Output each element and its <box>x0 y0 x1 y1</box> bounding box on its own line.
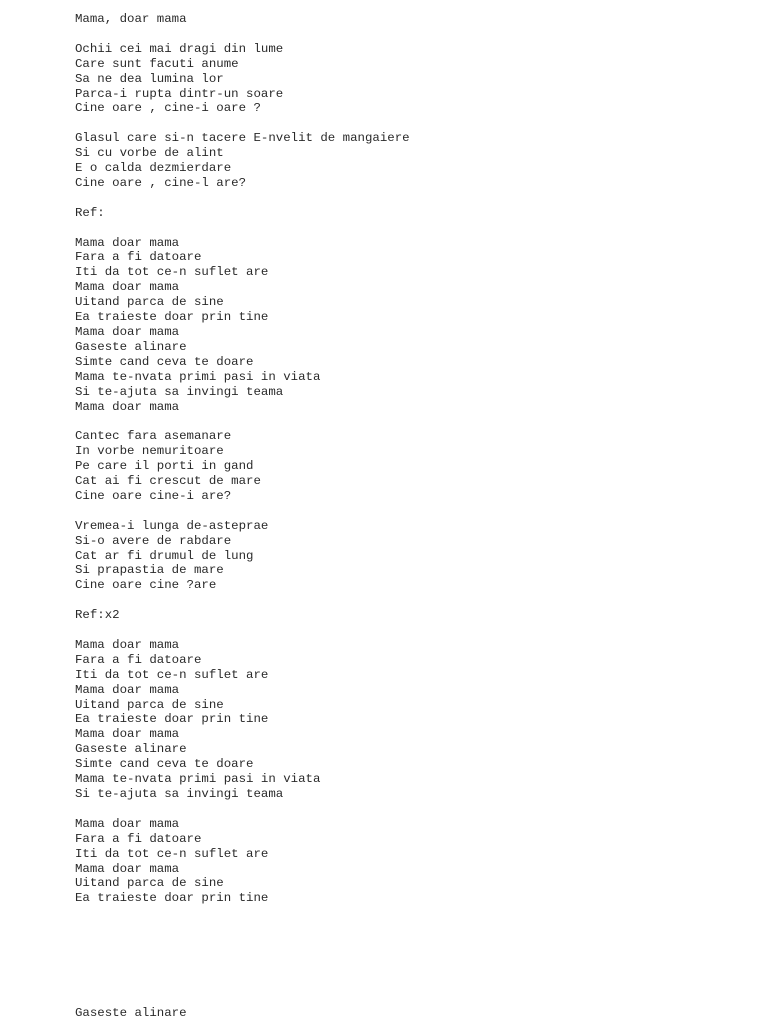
stanza-list <box>75 42 410 906</box>
lyric-line: Fara a fi datoare <box>75 831 202 846</box>
lyric-line: Cine oare cine ?are <box>75 578 217 593</box>
lyric-line: Mama doar mama <box>75 399 180 414</box>
stanza <box>75 42 410 117</box>
lyric-line: Si-o avere de rabdare <box>75 533 232 548</box>
lyric-line: Cat ar fi drumul de lung <box>75 548 254 563</box>
stanza <box>75 131 410 191</box>
lyric-line: Care sunt facuti anume <box>75 56 239 71</box>
lyric-line: Iti da tot ce-n suflet are <box>75 265 269 280</box>
lyric-line: Parca-i rupta dintr-un soare <box>75 86 284 101</box>
lyric-line: Si cu vorbe de alint <box>75 146 224 161</box>
lyric-line: Si te-ajuta sa invingi teama <box>75 384 284 399</box>
stanza <box>75 817 410 906</box>
blank-line <box>75 191 410 206</box>
lyric-line: Ea traieste doar prin tine <box>75 310 269 325</box>
lyric-line: Mama te-nvata primi pasi in viata <box>75 369 321 384</box>
lyric-line: Glasul care si-n tacere E-nvelit de mangaiere <box>75 131 410 146</box>
blank-line <box>75 504 410 519</box>
lyric-line: Cine oare cine-i are? <box>75 488 232 503</box>
lyric-line: Mama doar mama <box>75 682 180 697</box>
lyric-line: Cine oare , cine-l are? <box>75 175 247 190</box>
lyric-line: Iti da tot ce-n suflet are <box>75 667 269 682</box>
lyric-line: Ea traieste doar prin tine <box>75 712 269 727</box>
blank-line <box>75 27 410 42</box>
lyric-line: Mama doar mama <box>75 637 180 652</box>
lyric-line: Cantec fara asemanare <box>75 429 232 444</box>
stanza <box>75 638 410 802</box>
lyric-line: Vremea-i lunga de-asteprae <box>75 518 269 533</box>
lyric-line: Ref:x2 <box>75 608 120 623</box>
blank-line <box>75 414 410 429</box>
blank-line <box>75 593 410 608</box>
stanza <box>75 519 410 594</box>
lyric-line: Simte cand ceva te doare <box>75 354 254 369</box>
blank-line <box>75 221 410 236</box>
lyric-line: Cine oare , cine-i oare ? <box>75 101 261 116</box>
lyrics-text <box>75 12 410 906</box>
lyric-line: Simte cand ceva te doare <box>75 757 254 772</box>
stanza <box>75 429 410 504</box>
lyric-line: Si prapastia de mare <box>75 563 224 578</box>
stanza <box>75 236 410 415</box>
blank-line <box>75 116 410 131</box>
lyric-line: Mama doar mama <box>75 727 180 742</box>
stanza <box>75 206 410 221</box>
lyric-line: Si te-ajuta sa invingi teama <box>75 787 284 801</box>
lyric-line: Ea traieste doar prin tine <box>75 891 269 906</box>
song-title: Mama, doar mama <box>75 12 187 26</box>
lyric-line: In vorbe nemuritoare <box>75 444 224 459</box>
lyric-line: Fara a fi datoare <box>75 652 202 667</box>
lyric-line: Uitand parca de sine <box>75 876 224 891</box>
lyric-line: Uitand parca de sine <box>75 295 224 310</box>
page-bottom-line: Gaseste alinare <box>75 1006 187 1020</box>
blank-line <box>75 623 410 638</box>
lyric-line: Sa ne dea lumina lor <box>75 71 224 86</box>
lyric-line: Mama doar mama <box>75 235 180 250</box>
lyric-line: Mama doar mama <box>75 324 180 339</box>
lyric-line: Pe care il porti in gand <box>75 459 254 474</box>
lyric-line: Uitand parca de sine <box>75 697 224 712</box>
lyric-line: Cat ai fi crescut de mare <box>75 474 261 489</box>
lyric-line: Mama doar mama <box>75 816 180 831</box>
lyric-line: Gaseste alinare <box>75 742 187 757</box>
lyric-line: Mama te-nvata primi pasi in viata <box>75 772 321 787</box>
lyric-line: Mama doar mama <box>75 861 180 876</box>
lyric-line: E o calda dezmierdare <box>75 161 232 176</box>
lyric-line: Mama doar mama <box>75 280 180 295</box>
lyric-line: Iti da tot ce-n suflet are <box>75 846 269 861</box>
blank-line <box>75 802 410 817</box>
lyric-line: Ochii cei mai dragi din lume <box>75 41 284 56</box>
stanza <box>75 608 410 623</box>
lyric-line: Fara a fi datoare <box>75 250 202 265</box>
lyric-line: Gaseste alinare <box>75 339 187 354</box>
lyric-line: Ref: <box>75 205 105 220</box>
